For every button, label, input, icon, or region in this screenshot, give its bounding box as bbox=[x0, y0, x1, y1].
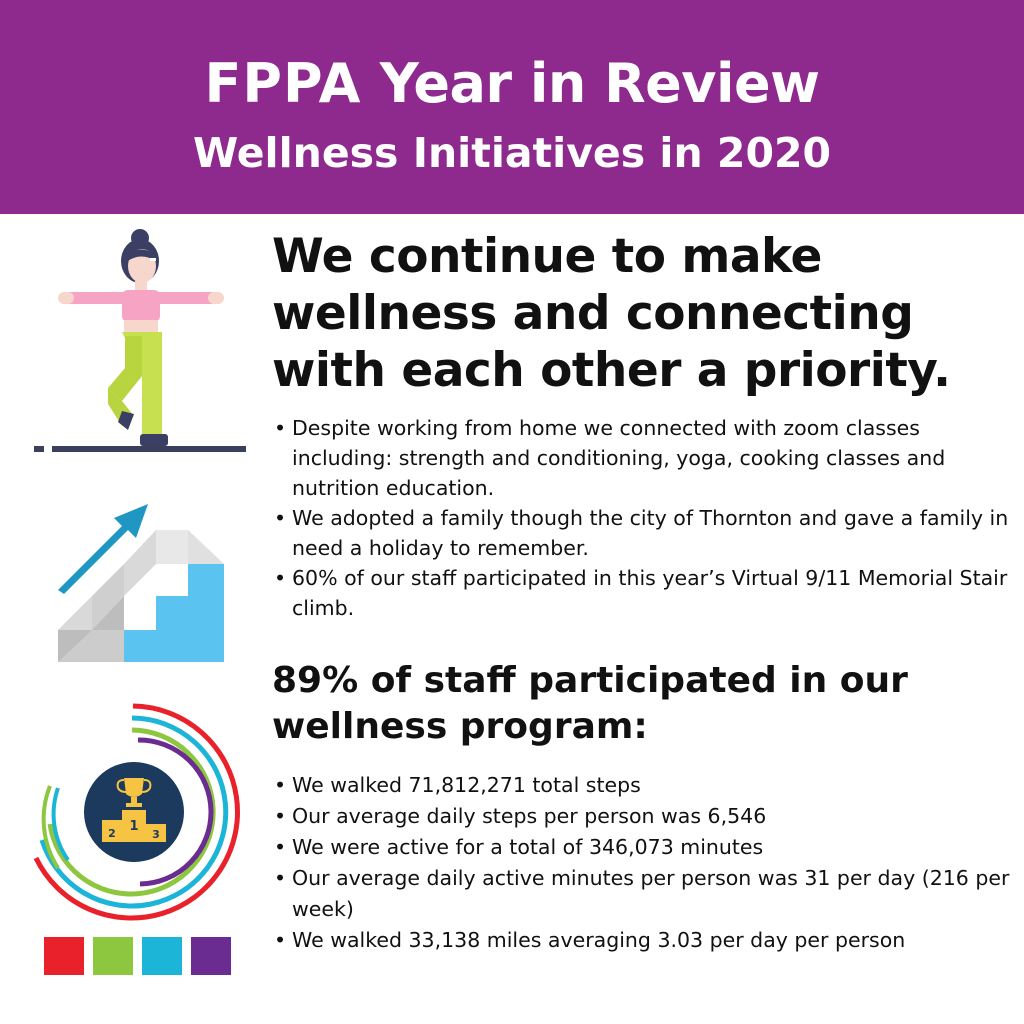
title-text: Year in Review bbox=[379, 52, 820, 115]
color-swatch-green bbox=[93, 937, 133, 975]
list-item: • We walked 71,812,271 total steps bbox=[272, 770, 1012, 801]
list-item: • We adopted a family though the city of Thornton and gave a family in need a holiday to remember. bbox=[272, 503, 1012, 563]
list-item: • Despite working from home we connected with zoom classes including: strength and conditioning, yoga, cooking classes and nutrition education. bbox=[272, 413, 1012, 503]
brand-name: FPPA bbox=[204, 52, 362, 115]
trophy-podium-icon bbox=[28, 700, 254, 924]
color-swatch-cyan bbox=[142, 937, 182, 975]
page-title bbox=[0, 48, 1024, 120]
list-item: • Our average daily steps per person was 6,546 bbox=[272, 801, 1012, 832]
color-swatch-red bbox=[44, 937, 84, 975]
list-item: • 60% of our staff participated in this year’s Virtual 9/11 Memorial Stair climb. bbox=[272, 563, 1012, 623]
yoga-person-icon bbox=[30, 226, 252, 460]
stairs-arrow-icon bbox=[52, 500, 230, 668]
page-subtitle: Wellness Initiatives in 2020 bbox=[192, 129, 832, 177]
section2-heading: 89% of staff participated in our wellness program: bbox=[272, 660, 908, 747]
list-item: • We walked 33,138 miles averaging 3.03 per day per person bbox=[272, 925, 1012, 956]
section1-list bbox=[272, 413, 1012, 623]
podium-label-2: 2 bbox=[108, 827, 116, 840]
list-item: • We were active for a total of 346,073 minutes bbox=[272, 832, 1012, 863]
section1-heading: We continue to make wellness and connecting with each other a priority. bbox=[272, 229, 951, 398]
list-item: • Our average daily active minutes per person was 31 per day (216 per week) bbox=[272, 863, 1012, 925]
podium-label-3: 3 bbox=[152, 828, 160, 841]
podium-label-1: 1 bbox=[129, 819, 139, 834]
color-swatch-purple bbox=[191, 937, 231, 975]
section2-list bbox=[272, 770, 1012, 956]
header-banner bbox=[0, 0, 1024, 214]
